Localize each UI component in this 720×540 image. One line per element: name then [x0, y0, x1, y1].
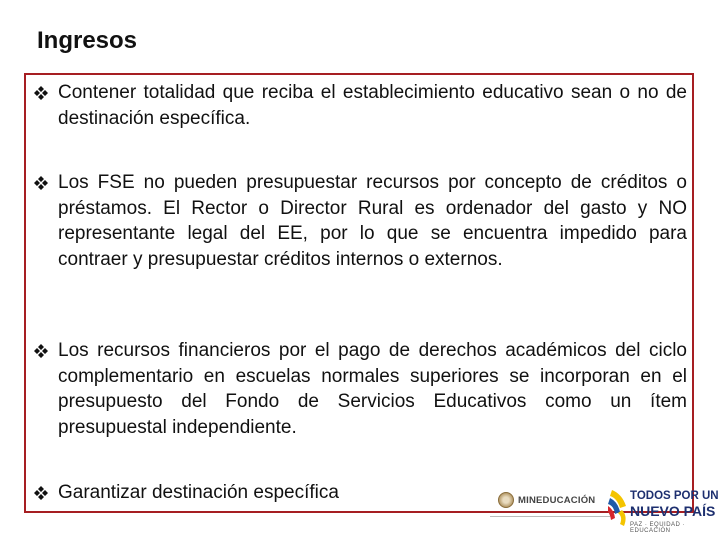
todos-por-un-nuevo-pais-logo	[608, 486, 720, 536]
diamond-bullet-icon	[33, 485, 49, 501]
diamond-bullet-icon	[33, 85, 49, 101]
mineducacion-logo	[498, 492, 595, 508]
bullet-text: Garantizar destinación específica	[58, 482, 339, 503]
page-title: Ingresos	[37, 27, 138, 54]
content-frame	[24, 73, 694, 513]
diamond-bullet-icon	[33, 175, 49, 191]
tpnp-line3: PAZ · EQUIDAD · EDUCACIÓN	[630, 522, 686, 534]
diamond-bullet-icon	[33, 343, 49, 359]
footer-logos	[490, 476, 720, 536]
bullet-item	[33, 80, 687, 131]
national-seal-icon	[498, 492, 514, 508]
bullet-text: Los recursos financieros por el pago de derechos académicos del ciclo complementario en escuelas normales superiores se incorporan en el presupuesto del Fondo de Servicios Educativos como un ítem presupuestal independiente.	[58, 340, 687, 438]
colombia-flag-wave-icon	[608, 486, 630, 536]
bullet-item	[33, 338, 687, 440]
bullet-item	[33, 170, 687, 272]
footer-divider	[490, 516, 610, 517]
tpnp-line2: NUEVO PAÍS	[630, 503, 716, 519]
bullet-text: Los FSE no pueden presupuestar recursos por concepto de créditos o préstamos. El Rector o Director Rural es ordenador del gasto y NO representante legal del EE, por lo que se encuentra impedido para contraer y presupuestar créditos internos o externos.	[58, 172, 687, 270]
tpnp-line1: TODOS POR UN	[630, 490, 719, 502]
bullet-text: Contener totalidad que reciba el establecimiento educativo sean o no de destinación específica.	[58, 82, 687, 129]
mineducacion-label: MINEDUCACIÓN	[518, 494, 596, 506]
